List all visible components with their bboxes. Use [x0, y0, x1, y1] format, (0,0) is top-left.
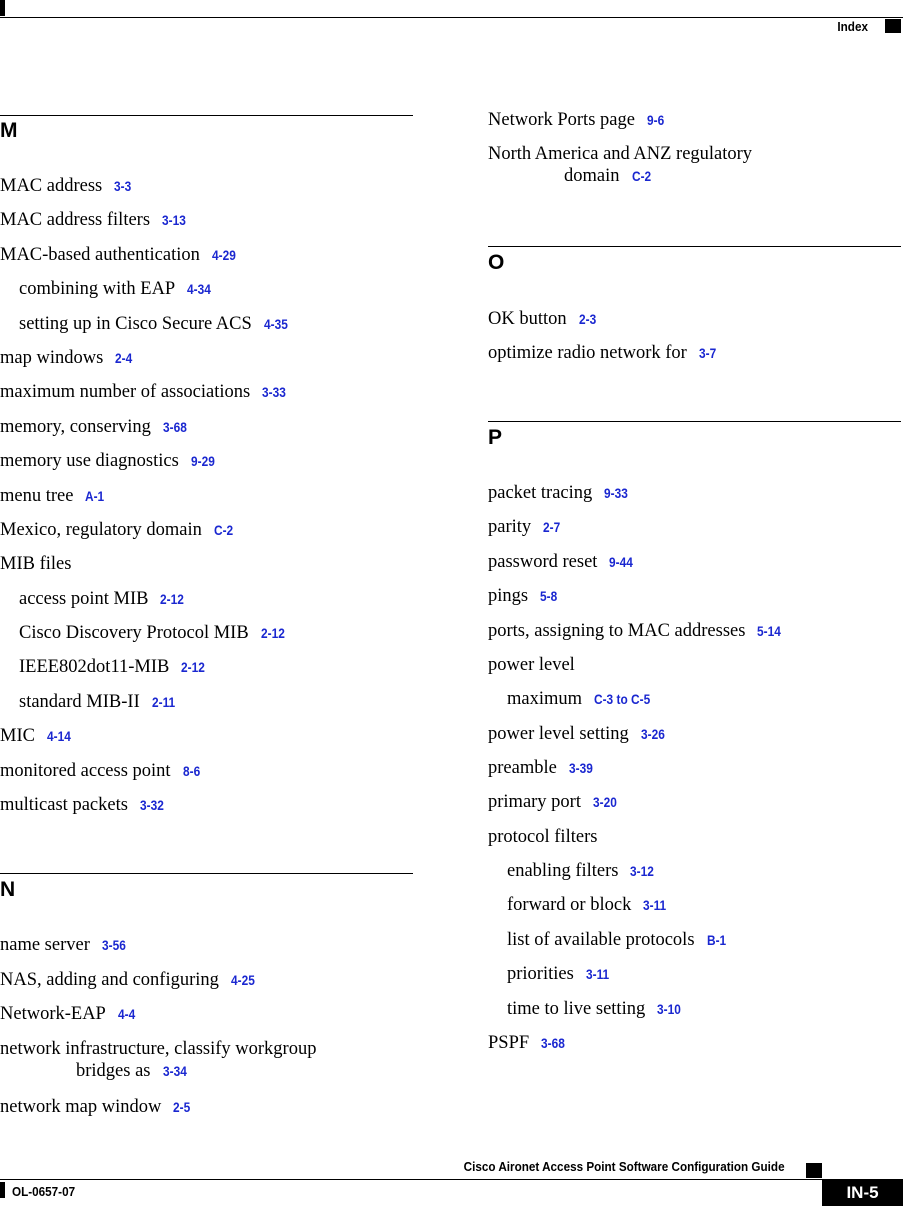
entry-text: network map window [0, 1097, 162, 1117]
index-subentry [19, 588, 189, 610]
index-entry [0, 1096, 194, 1118]
entry-text: protocol filters [488, 827, 598, 847]
entry-text: name server [0, 935, 90, 955]
footer-marker [806, 1163, 822, 1178]
index-entry [488, 516, 563, 538]
index-subentry [19, 656, 209, 678]
entry-text: MAC address [0, 176, 103, 196]
index-subentry [507, 688, 660, 710]
section-letter-n: N [0, 878, 16, 901]
index-entry [0, 519, 236, 541]
section-rule-p [488, 421, 901, 422]
page-ref-link[interactable]: 3-11 [585, 966, 609, 982]
header-rule [0, 17, 903, 18]
page-ref-link[interactable]: 3-34 [162, 1063, 187, 1079]
page-ref-link[interactable]: 9-6 [646, 112, 665, 128]
entry-continuation: domain [564, 166, 620, 186]
index-entry [0, 553, 71, 575]
entry-text: MAC-based authentication [0, 245, 200, 265]
index-entry [0, 416, 191, 438]
page-ref-link[interactable]: 4-14 [46, 728, 71, 744]
index-entry [0, 347, 136, 369]
entry-text: optimize radio network for [488, 343, 687, 363]
index-entry [0, 794, 168, 816]
index-entry [0, 969, 259, 991]
page-ref-link[interactable]: 3-26 [640, 726, 665, 742]
page-ref-link[interactable]: 2-7 [543, 519, 561, 535]
header-marker [885, 19, 901, 33]
entry-text: network infrastructure, classify workgroup [0, 1039, 317, 1059]
header-bar [0, 0, 5, 16]
entry-text: map windows [0, 348, 104, 368]
index-entry-wrapped [488, 143, 752, 187]
entry-text: menu tree [0, 486, 74, 506]
index-entry [0, 934, 130, 956]
index-entry [488, 1032, 569, 1054]
index-entry [488, 757, 597, 779]
index-entry [488, 109, 667, 131]
entry-text: maximum number of associations [0, 382, 251, 402]
entry-text: multicast packets [0, 795, 128, 815]
index-subentry [507, 998, 685, 1020]
index-entry [488, 551, 637, 573]
page-ref-link[interactable]: 3-20 [593, 794, 617, 810]
section-letter-m: M [0, 119, 18, 142]
entry-text: packet tracing [488, 483, 593, 503]
index-subentry [507, 894, 671, 916]
page-ref-link[interactable]: 2-3 [578, 311, 596, 327]
entry-text: primary port [488, 792, 581, 812]
page-ref-link[interactable]: 2-4 [115, 350, 133, 366]
page-ref-link[interactable]: 3-56 [101, 937, 126, 953]
entry-text: list of available protocols [507, 930, 695, 950]
page-ref-link[interactable]: 3-3 [114, 178, 132, 194]
entry-text: Network Ports page [488, 110, 635, 130]
page-ref-link[interactable]: 4-35 [263, 316, 288, 332]
index-entry [0, 244, 240, 266]
entry-text: NAS, adding and configuring [0, 970, 219, 990]
entry-text: standard MIB-II [19, 692, 140, 712]
page-ref-link[interactable]: 2-5 [173, 1099, 191, 1115]
page-ref-link[interactable]: 4-29 [211, 247, 236, 263]
page-ref-link[interactable]: B-1 [706, 932, 726, 948]
entry-text: Network-EAP [0, 1004, 106, 1024]
index-entry [0, 175, 135, 197]
index-subentry [19, 278, 215, 300]
entry-text: Mexico, regulatory domain [0, 520, 202, 540]
index-subentry [19, 691, 179, 713]
index-subentry [19, 622, 289, 644]
page-ref-link[interactable]: 3-39 [568, 760, 593, 776]
entry-text: Cisco Discovery Protocol MIB [19, 623, 249, 643]
entry-text: parity [488, 517, 532, 537]
index-subentry [19, 313, 292, 335]
entry-text: MIC [0, 726, 35, 746]
index-entry [0, 1003, 138, 1025]
entry-text: enabling filters [507, 861, 619, 881]
page-ref-link[interactable]: 3-13 [162, 212, 186, 228]
entry-text: ports, assigning to MAC addresses [488, 621, 746, 641]
page-ref-link[interactable]: 4-25 [230, 972, 255, 988]
entry-text: MIB files [0, 554, 72, 574]
page-ref-link[interactable]: 3-32 [139, 797, 164, 813]
entry-text: setting up in Cisco Secure ACS [19, 314, 252, 334]
index-entry [488, 342, 719, 364]
entry-text: monitored access point [0, 761, 171, 781]
index-entry [488, 585, 560, 607]
entry-text: power level [488, 655, 575, 675]
page-ref-link[interactable]: C-3 to C-5 [594, 691, 651, 707]
entry-text: maximum [507, 689, 583, 709]
entry-text: priorities [507, 964, 574, 984]
index-entry [0, 209, 190, 231]
section-letter-p: P [488, 426, 503, 449]
page-ref-link[interactable]: 8-6 [182, 763, 200, 779]
index-subentry [507, 860, 659, 882]
index-entry [488, 482, 632, 504]
section-rule-m [0, 115, 413, 116]
index-entry [488, 308, 599, 330]
page-ref-link[interactable]: 9-33 [604, 485, 629, 501]
entry-text: power level setting [488, 724, 629, 744]
entry-text: forward or block [507, 895, 632, 915]
page-ref-link[interactable]: 5-14 [757, 623, 782, 639]
page-ref-link[interactable]: 4-4 [117, 1006, 136, 1022]
entry-text: password reset [488, 552, 598, 572]
index-entry [488, 723, 669, 745]
entry-text: access point MIB [19, 589, 149, 609]
index-entry-wrapped [0, 1038, 316, 1082]
page-ref-link[interactable]: 2-11 [151, 694, 175, 710]
index-subentry [507, 963, 613, 985]
entry-text: memory, conserving [0, 417, 151, 437]
page-ref-link[interactable]: 3-7 [698, 345, 717, 361]
page-ref-link[interactable]: C-2 [631, 168, 651, 184]
entry-text: preamble [488, 758, 557, 778]
index-entry [488, 620, 785, 642]
page-ref-link[interactable]: 2-12 [181, 659, 206, 675]
entry-text: pings [488, 586, 529, 606]
index-entry [0, 381, 290, 403]
page-ref-link[interactable]: 2-12 [260, 625, 285, 641]
page-ref-link[interactable]: 3-10 [657, 1001, 682, 1017]
index-subentry [507, 929, 729, 951]
page-ref-link[interactable]: 2-12 [160, 591, 185, 607]
page-ref-link[interactable]: 4-34 [187, 281, 212, 297]
header-title: Index [837, 19, 868, 34]
index-entry [0, 725, 75, 747]
page-ref-link[interactable]: C-2 [213, 522, 234, 538]
page-ref-link[interactable]: 3-68 [162, 419, 187, 435]
index-entry [488, 826, 597, 848]
page-ref-link[interactable]: 5-8 [540, 588, 558, 604]
index-entry [488, 791, 621, 813]
page-ref-link[interactable]: 3-12 [630, 863, 655, 879]
section-letter-o: O [488, 251, 505, 274]
entry-text: time to live setting [507, 999, 646, 1019]
footer-guide-title: Cisco Aironet Access Point Software Configuration Guide [464, 1159, 785, 1174]
page-number-badge: IN-5 [822, 1180, 903, 1206]
index-entry [0, 450, 219, 472]
entry-text: memory use diagnostics [0, 451, 179, 471]
entry-text: PSPF [488, 1033, 530, 1053]
entry-text: combining with EAP [19, 279, 176, 299]
entry-text: IEEE802dot11-MIB [19, 657, 170, 677]
index-entry [0, 760, 203, 782]
page-ref-link[interactable]: A-1 [85, 488, 105, 504]
index-entry [0, 485, 108, 507]
entry-continuation: bridges as [76, 1061, 151, 1081]
page-ref-link[interactable]: 9-29 [190, 453, 215, 469]
section-rule-o [488, 246, 901, 247]
page-ref-link[interactable]: 3-68 [541, 1035, 565, 1051]
footer-doc-number: OL-0657-07 [12, 1184, 76, 1199]
entry-text: North America and ANZ regulatory [488, 144, 753, 164]
index-entry [488, 654, 575, 676]
page-ref-link[interactable]: 3-33 [262, 384, 287, 400]
footer-bar [0, 1182, 5, 1198]
section-rule-n [0, 873, 413, 874]
page-ref-link[interactable]: 3-11 [643, 897, 667, 913]
entry-text: MAC address filters [0, 210, 151, 230]
entry-text: OK button [488, 309, 567, 329]
footer-rule [0, 1179, 903, 1180]
page-ref-link[interactable]: 9-44 [609, 554, 634, 570]
